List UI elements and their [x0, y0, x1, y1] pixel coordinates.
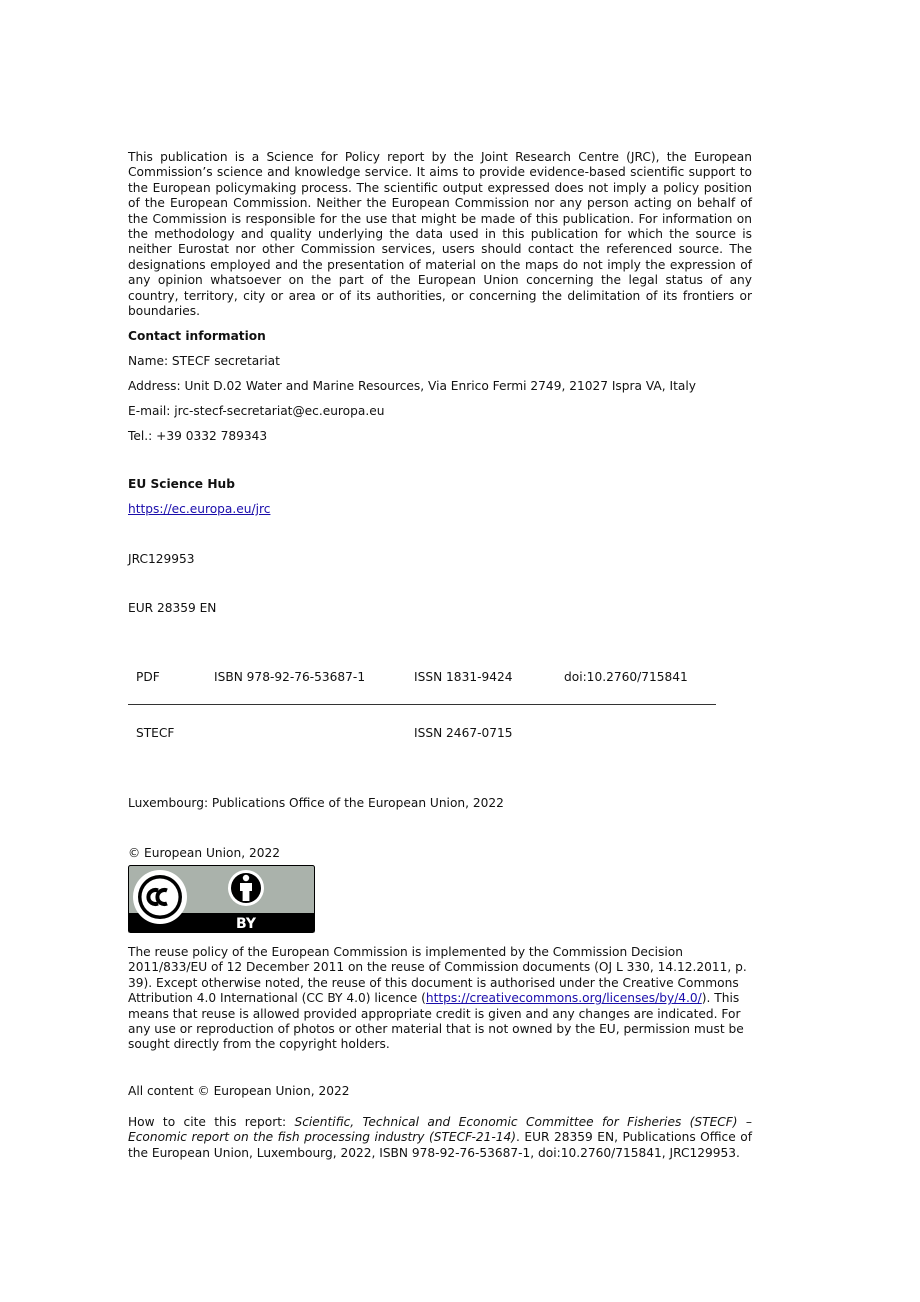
contact-name: Name: STECF secretariat — [128, 354, 280, 369]
contact-tel: Tel.: +39 0332 789343 — [128, 429, 268, 444]
all-content-line: All content © European Union, 2022 — [128, 1084, 350, 1098]
hub-link-row — [128, 502, 752, 517]
contact-heading: Contact information — [128, 329, 266, 344]
reuse-text-before: The reuse policy of the European Commission is implemented by the Commission Decision 2011/833/EU of 12 December 2011 on the reuse of Commission documents (OJ L 330, 14.12.2011, p. 39). Except otherwise noted, the reuse of this document is authorised under the Creative Commons Attribution 4.0 International (CC BY 4.0) licence ( — [128, 945, 747, 1006]
disclaimer-paragraph: This publication is a Science for Policy report by the Joint Research Centre (JRC), the European Commission’s science and knowledge service. It aims to provide evidence-based scientific support to the European policymaking process. The scientific output expressed does not imply a policy position of the European Commission. Neither the European Commission nor any person acting on behalf of the Commission is responsible for the use that might be made of this publication. For information on the methodology and quality underlying the data used in this publication for which the source is neither Eurostat nor other Commission services, users should contact the referenced source. The designations employed and the presentation of material on the maps do not imply the expression of any opinion whatsoever on the part of the European Union concerning the legal status of any country, territory, city or area or of its authorities, or concerning the delimitation of its frontiers or boundaries. — [128, 150, 752, 319]
issn-value: ISSN 1831-9424 — [414, 670, 513, 684]
jrc-id: JRC129953 — [128, 552, 195, 566]
series-issn-value: ISSN 2467-0715 — [414, 726, 513, 740]
hub-link[interactable]: https://ec.europa.eu/jrc — [128, 502, 271, 516]
hub-heading: EU Science Hub — [128, 477, 235, 491]
cc-by-license-badge — [128, 865, 315, 933]
doi-value: doi:10.2760/715841 — [564, 670, 688, 684]
cc-by-badge-graphic — [128, 865, 315, 933]
identifiers-table — [128, 666, 718, 740]
contact-address: Address: Unit D.02 Water and Marine Resources, Via Enrico Fermi 2749, 21027 Ispra VA, Italy — [128, 379, 696, 394]
contact-email: E-mail: jrc-stecf-secretariat@ec.europa.eu — [128, 404, 385, 419]
table-divider — [128, 704, 716, 705]
format-label: PDF — [136, 670, 160, 684]
eur-id: EUR 28359 EN — [128, 601, 217, 615]
publisher-line: Luxembourg: Publications Office of the European Union, 2022 — [128, 796, 504, 810]
citation-suffix: . EUR 28359 EN, Publications Office of the European Union, Luxembourg, 2022, ISBN 978-92-76-53687-1, doi:10.2760/715841, JRC129953. — [128, 1130, 752, 1160]
copyright-line: © European Union, 2022 — [128, 846, 280, 860]
badge-by-label: BY — [235, 916, 257, 932]
citation-title: Scientific, Technical and Economic Committee for Fisheries (STECF) – Economic report on the fish processing industry (STECF-21-14) — [128, 1115, 752, 1145]
series-label: STECF — [136, 726, 175, 740]
reuse-text-after: ). This means that reuse is allowed provided appropriate credit is given and any changes are indicated. For any use or reproduction of photos or other material that is not owned by the EU, permission must be sought directly from the copyright holders. — [128, 991, 744, 1052]
citation-prefix: How to cite this report: — [128, 1115, 295, 1129]
document-body — [128, 150, 752, 444]
reuse-policy-paragraph — [128, 945, 752, 1053]
isbn-value: ISBN 978-92-76-53687-1 — [214, 670, 366, 684]
cc-license-link[interactable]: https://creativecommons.org/licenses/by/4.0/ — [425, 991, 702, 1006]
identifiers-row-stecf — [128, 722, 718, 744]
citation-paragraph — [128, 1115, 752, 1161]
identifiers-row-pdf — [128, 666, 718, 688]
